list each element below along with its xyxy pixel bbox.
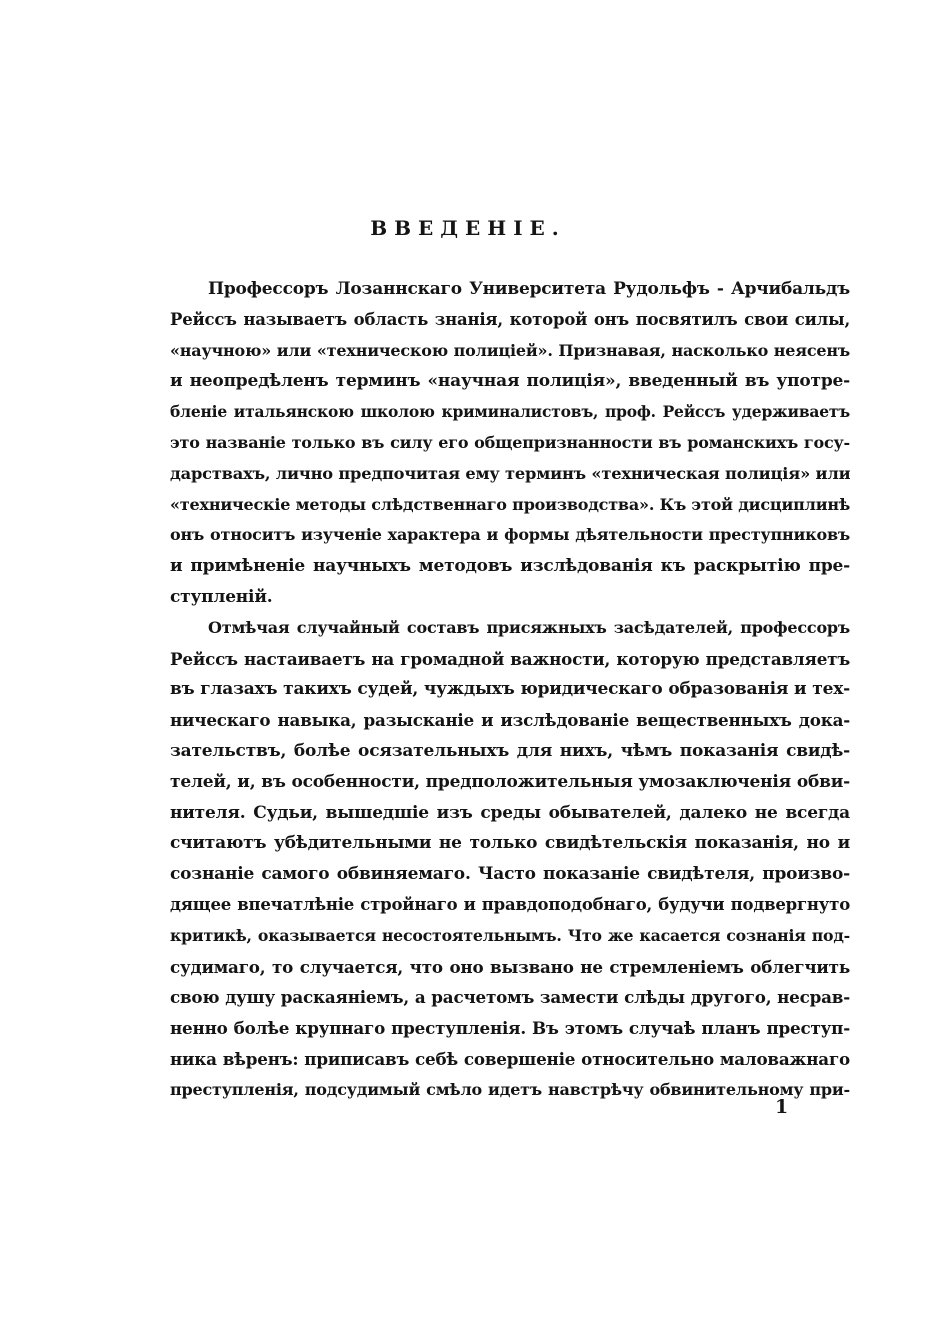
text-line: Отмѣчая случайный составъ присяжныхъ засѣдателей, профессоръ xyxy=(208,617,850,637)
text-line: Рейссъ настаиваетъ на громадной важности, которую представляетъ xyxy=(170,648,850,669)
page-number: 1 xyxy=(775,1096,789,1118)
paragraph-2 xyxy=(132,613,850,1106)
text-line: Профессоръ Лозаннскаго Университета Рудольфъ - Арчибальдъ xyxy=(208,279,850,299)
text-line: телей, и, въ особенности, предположительныя умозаключенія обви- xyxy=(170,771,850,792)
text-line: онъ относитъ изученіе характера и формы дѣятельности преступниковъ xyxy=(170,525,850,545)
text-line: сознаніе самого обвиняемаго. Часто показаніе свидѣтеля, произво- xyxy=(170,864,850,885)
text-line: бленіе итальянскою школою криминалистовъ, проф. Рейссъ удерживаетъ xyxy=(170,402,850,422)
text-line: считаютъ убѣдительными не только свидѣтельскія показанія, но и xyxy=(170,833,850,854)
text-line: и примѣненіе научныхъ методовъ изслѣдованія къ раскрытію пре- xyxy=(170,556,850,577)
text-line: ническаго навыка, разысканіе и изслѣдованіе вещественныхъ дока- xyxy=(170,710,850,731)
text-line: зательствъ, болѣе осязательныхъ для нихъ, чѣмъ показанія свидѣ- xyxy=(170,740,850,761)
text-line: дарствахъ, лично предпочитая ему терминъ «техническая полиція» или xyxy=(170,463,850,483)
text-line: ступленій. xyxy=(170,586,273,607)
body-text xyxy=(132,274,850,1106)
text-line: критикѣ, оказывается несостоятельнымъ. Что же касается сознанія под- xyxy=(170,925,850,945)
text-line: «техническіе методы слѣдственнаго производства». Къ этой дисциплинѣ xyxy=(170,494,850,514)
text-line: дящее впечатлѣніе стройнаго и правдоподобнаго, будучи подвергнуто xyxy=(170,894,850,914)
text-line: въ глазахъ такихъ судей, чуждыхъ юридическаго образованія и тех- xyxy=(170,679,850,700)
text-line: и неопредѣленъ терминъ «научная полиція», введенный въ употре- xyxy=(170,371,850,392)
text-line: ника вѣренъ: приписавъ себѣ совершеніе относительно маловажнаго xyxy=(170,1048,850,1069)
text-line: судимаго, то случается, что оно вызвано не стремленіемъ облегчить xyxy=(170,956,850,977)
text-line: Рейссъ называетъ область знанія, которой онъ посвятилъ свои силы, xyxy=(170,309,850,329)
paragraph-1 xyxy=(132,274,850,613)
text-line: ненно болѣе крупнаго преступленія. Въ этомъ случаѣ планъ преступ- xyxy=(170,1018,850,1039)
text-line: «научною» или «техническою полиціей». Признавая, насколько неясенъ xyxy=(170,340,850,360)
text-line: преступленія, подсудимый смѣло идетъ навстрѣчу обвинительному при- xyxy=(170,1079,850,1099)
text-line: свою душу раскаяніемъ, а расчетомъ замести слѣды другого, несрав- xyxy=(170,987,850,1008)
text-line: нителя. Судьи, вышедшіе изъ среды обывателей, далеко не всегда xyxy=(170,802,850,823)
text-line: это названіе только въ силу его общепризнанности въ романскихъ госу- xyxy=(170,432,850,452)
chapter-title: ВВЕДЕНІЕ. xyxy=(370,216,566,240)
